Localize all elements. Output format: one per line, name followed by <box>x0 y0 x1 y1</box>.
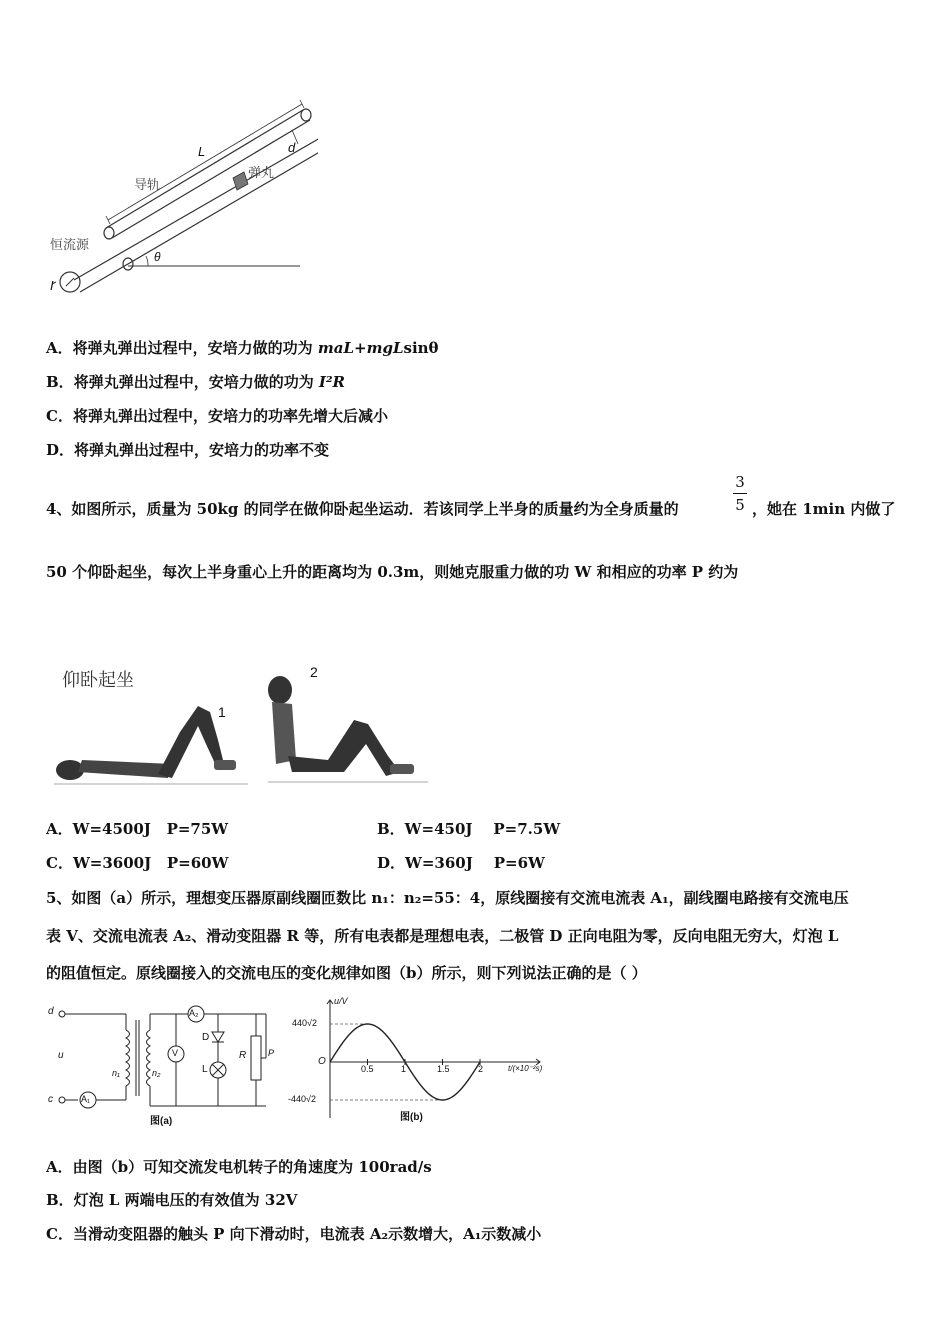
circuit-label-r: R <box>239 1050 247 1061</box>
wave-xtick-2: 1.5 <box>437 1064 450 1074</box>
rail-label-I: I <box>50 278 54 293</box>
wave-ytick-neg: -440√2 <box>288 1094 316 1104</box>
fraction-denominator: 5 <box>735 496 745 514</box>
q3-option-d <box>46 439 329 460</box>
q5-line3: 的阻值恒定。原线圈接入的交流电压的变化规律如图（b）所示，则下列说法正确的是（ ） <box>46 964 647 982</box>
wave-xlabel: t/(×10⁻²s) <box>508 1064 543 1073</box>
option-text: 将弹丸弹出过程中，安培力的功率先增大后减小 <box>72 407 388 425</box>
q4-text-line2: 50 个仰卧起坐，每次上半身重心上升的距离均为 0.3m，则她克服重力做的功 W 和相应的功率 P 约为 <box>46 563 739 581</box>
option-formula: I²R <box>318 373 345 391</box>
option-text: 将弹丸弹出过程中，安培力做的功为 <box>73 373 319 391</box>
q4-option-c: C．W=3600J P=60W <box>46 854 229 872</box>
rail-label-rail: 导轨 <box>134 178 161 193</box>
circuit-label-a1: A₁ <box>81 1094 91 1104</box>
option-letter: C． <box>46 407 73 425</box>
wave-xtick-1: 1 <box>401 1064 407 1074</box>
wave-ylabel: u/V <box>334 996 348 1006</box>
circuit-label-n2: n₂ <box>152 1068 161 1078</box>
q4-line1-tail <box>752 498 895 519</box>
circuit-caption: 图(a) <box>150 1116 173 1127</box>
q5-option-a: A．由图（b）可知交流发电机转子的角速度为 100rad/s <box>46 1158 432 1176</box>
q3-option-c <box>46 405 388 426</box>
waveform-figure <box>282 996 552 1126</box>
q4-option-b: B．W=450J P=7.5W <box>377 820 561 838</box>
q5-line1: 5、如图（a）所示，理想变压器原副线圈匝数比 n₁：n₂=55：4，原线圈接有交流电流表 A₁，副线圈电路接有交流电压 <box>46 889 849 907</box>
option-text: 将弹丸弹出过程中，安培力做的功为 <box>72 339 318 357</box>
option-letter: B． <box>46 373 74 391</box>
option-letter: A． <box>46 339 73 357</box>
situp-figure <box>48 660 438 795</box>
fraction-numerator: 3 <box>735 473 745 491</box>
rail-gun-figure <box>48 98 318 298</box>
circuit-label-d-diode: D <box>202 1032 210 1043</box>
wave-caption: 图(b) <box>400 1112 423 1123</box>
rail-label-theta: θ <box>154 250 161 264</box>
circuit-label-u: u <box>58 1050 64 1061</box>
q4-line2 <box>46 561 738 582</box>
fraction-bar <box>733 493 747 494</box>
q4-text-before: 4、如图所示，质量为 50kg 的同学在做仰卧起坐运动．若该同学上半身的质量约为全身质量的 <box>46 500 679 518</box>
rail-label-source: 恒流源 <box>50 238 90 253</box>
circuit-label-d: d <box>48 1006 54 1017</box>
q3-option-b <box>46 371 345 392</box>
q4-option-d: D．W=360J P=6W <box>377 854 545 872</box>
rail-label-d: d <box>288 140 296 155</box>
situp-label-1: 1 <box>218 704 226 720</box>
q5-line2: 表 V、交流电流表 A₂、滑动变阻器 R 等，所有电表都是理想电表，二极管 D 正向电阻为零，反向电阻无穷大，灯泡 L <box>46 927 839 945</box>
q4-fraction <box>733 473 747 514</box>
wave-ytick-pos: 440√2 <box>292 1018 317 1028</box>
q4-text-after: ，她在 1min 内做了 <box>752 500 896 518</box>
option-text: 将弹丸弹出过程中，安培力的功率不变 <box>74 441 330 459</box>
circuit-label-p: P <box>268 1048 275 1058</box>
rail-label-L: L <box>198 144 206 159</box>
q3-option-a <box>46 337 439 358</box>
wave-origin: O <box>318 1056 326 1067</box>
circuit-label-l: L <box>202 1064 208 1075</box>
option-text-after: sinθ <box>403 339 439 357</box>
circuit-label-a2: A₂ <box>189 1008 199 1018</box>
circuit-label-v: V <box>172 1048 179 1058</box>
q4-line1 <box>46 498 679 519</box>
circuit-figure <box>46 1000 278 1130</box>
option-formula: maL+mgL <box>317 339 404 357</box>
q5-option-c: C．当滑动变阻器的触头 P 向下滑动时，电流表 A₂示数增大，A₁示数减小 <box>46 1225 542 1243</box>
circuit-label-n1: n₁ <box>112 1068 120 1078</box>
option-letter: D． <box>46 441 75 459</box>
q4-option-a: A．W=4500J P=75W <box>46 820 229 838</box>
q5-option-b: B．灯泡 L 两端电压的有效值为 32V <box>46 1191 298 1209</box>
circuit-label-c: c <box>48 1094 53 1105</box>
wave-xtick-0: 0.5 <box>361 1064 374 1074</box>
situp-title: 仰卧起坐 <box>62 670 134 691</box>
wave-xtick-3: 2 <box>478 1064 484 1074</box>
situp-label-2: 2 <box>310 664 318 680</box>
rail-label-bullet: 弹丸 <box>248 166 275 181</box>
